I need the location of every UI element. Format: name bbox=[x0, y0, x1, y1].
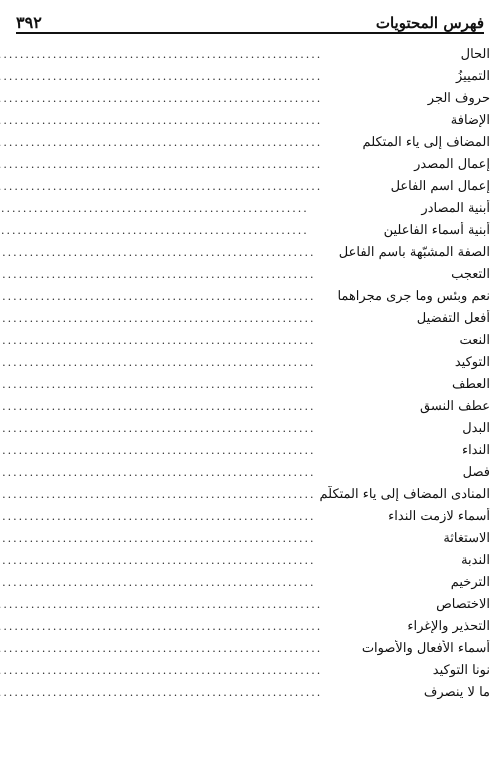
entry-title: التحذير والإغراء bbox=[407, 619, 490, 634]
entry-title: البدل bbox=[462, 421, 490, 436]
entry-title: النداء bbox=[461, 443, 490, 458]
entry-title: نعم وبئس وما جرى مجراهما bbox=[337, 289, 490, 304]
dot-leader bbox=[0, 136, 359, 149]
dot-leader bbox=[0, 598, 432, 611]
dot-leader bbox=[0, 444, 458, 457]
dot-leader bbox=[0, 290, 333, 303]
entry-title: النعت bbox=[459, 333, 490, 348]
page-title: فهرس المحتويات bbox=[375, 14, 484, 32]
dot-leader bbox=[0, 620, 403, 633]
toc-entry bbox=[0, 420, 490, 442]
entry-title: أبنية أسماء الفاعلين bbox=[383, 223, 490, 238]
toc-right-column bbox=[0, 46, 490, 766]
toc-entry bbox=[0, 156, 490, 178]
entry-title: الصفة المشبّهة باسم الفاعل bbox=[338, 245, 490, 260]
dot-leader bbox=[0, 202, 417, 215]
page-header bbox=[16, 6, 484, 34]
page-number: ٣٩٢ bbox=[16, 13, 42, 32]
toc-entry bbox=[0, 68, 490, 90]
dot-leader bbox=[0, 312, 413, 325]
entry-title: الترخيم bbox=[450, 575, 490, 590]
dot-leader bbox=[0, 158, 410, 171]
toc-entry bbox=[0, 684, 490, 706]
dot-leader bbox=[0, 378, 448, 391]
toc-entry bbox=[0, 508, 490, 530]
toc-entry bbox=[0, 46, 490, 68]
entry-title: أسماء الأفعال والأصوات bbox=[361, 641, 490, 656]
entry-title: حروف الجر bbox=[427, 91, 490, 106]
toc-entry bbox=[0, 596, 490, 618]
dot-leader bbox=[0, 664, 429, 677]
dot-leader bbox=[0, 510, 384, 523]
entry-title: إعمال المصدر bbox=[414, 157, 490, 172]
toc-entry bbox=[0, 574, 490, 596]
toc-entry bbox=[0, 90, 490, 112]
dot-leader bbox=[0, 334, 455, 347]
dot-leader bbox=[0, 356, 451, 369]
toc-entry bbox=[0, 530, 490, 552]
dot-leader bbox=[0, 554, 457, 567]
entry-title: المنادى المضاف إلى ياء المتكلّم bbox=[319, 487, 490, 502]
dot-leader bbox=[0, 466, 459, 479]
toc-entry bbox=[0, 486, 490, 508]
entry-title: الندبة bbox=[461, 553, 490, 568]
entry-title: العطف bbox=[452, 377, 490, 392]
toc-entry bbox=[0, 112, 490, 134]
toc-entry bbox=[0, 266, 490, 288]
toc-entry bbox=[0, 398, 490, 420]
toc-entry bbox=[0, 640, 490, 662]
entry-title: الحال bbox=[460, 47, 490, 62]
toc-entry bbox=[0, 134, 490, 156]
toc-entry bbox=[0, 618, 490, 640]
dot-leader bbox=[0, 224, 380, 237]
entry-title: الاستغاثة bbox=[443, 531, 490, 546]
dot-leader bbox=[0, 268, 447, 281]
dot-leader bbox=[0, 576, 447, 589]
toc-entry bbox=[0, 552, 490, 574]
dot-leader bbox=[0, 92, 424, 105]
dot-leader bbox=[0, 70, 452, 83]
toc-entry bbox=[0, 464, 490, 486]
entry-title: التوكيد bbox=[454, 355, 490, 370]
toc-entry bbox=[0, 354, 490, 376]
entry-title: أبنية المصادر bbox=[421, 201, 490, 216]
toc-entry bbox=[0, 222, 490, 244]
entry-title: ما لا ينصرف bbox=[423, 685, 490, 700]
entry-title: التعجب bbox=[451, 267, 490, 282]
toc-columns bbox=[10, 46, 490, 766]
entry-title: نونا التوكيد bbox=[432, 663, 490, 678]
toc-entry bbox=[0, 662, 490, 684]
dot-leader bbox=[0, 488, 315, 501]
entry-title: أفعل التفضيل bbox=[416, 311, 490, 326]
toc-entry bbox=[0, 288, 490, 310]
dot-leader bbox=[0, 48, 457, 61]
entry-title: فصل bbox=[462, 465, 490, 480]
dot-leader bbox=[0, 114, 447, 127]
entry-title: الإضافة bbox=[450, 113, 490, 128]
entry-title: التمييزُ bbox=[455, 69, 490, 84]
entry-title: أسماء لازمت النداء bbox=[388, 509, 490, 524]
toc-entry bbox=[0, 376, 490, 398]
toc-entry bbox=[0, 178, 490, 200]
dot-leader bbox=[0, 422, 458, 435]
entry-title: الاختصاص bbox=[436, 597, 490, 612]
dot-leader bbox=[0, 180, 387, 193]
dot-leader bbox=[0, 532, 439, 545]
dot-leader bbox=[0, 400, 416, 413]
toc-entry bbox=[0, 244, 490, 266]
entry-title: عطف النسق bbox=[420, 399, 490, 414]
toc-entry bbox=[0, 442, 490, 464]
entry-title: إعمال اسم الفاعل bbox=[390, 179, 490, 194]
dot-leader bbox=[0, 686, 420, 699]
toc-entry bbox=[0, 200, 490, 222]
entry-title: المضاف إلى ياء المتكلم bbox=[362, 135, 490, 150]
dot-leader bbox=[0, 246, 335, 259]
toc-entry bbox=[0, 332, 490, 354]
dot-leader bbox=[0, 642, 358, 655]
toc-entry bbox=[0, 310, 490, 332]
